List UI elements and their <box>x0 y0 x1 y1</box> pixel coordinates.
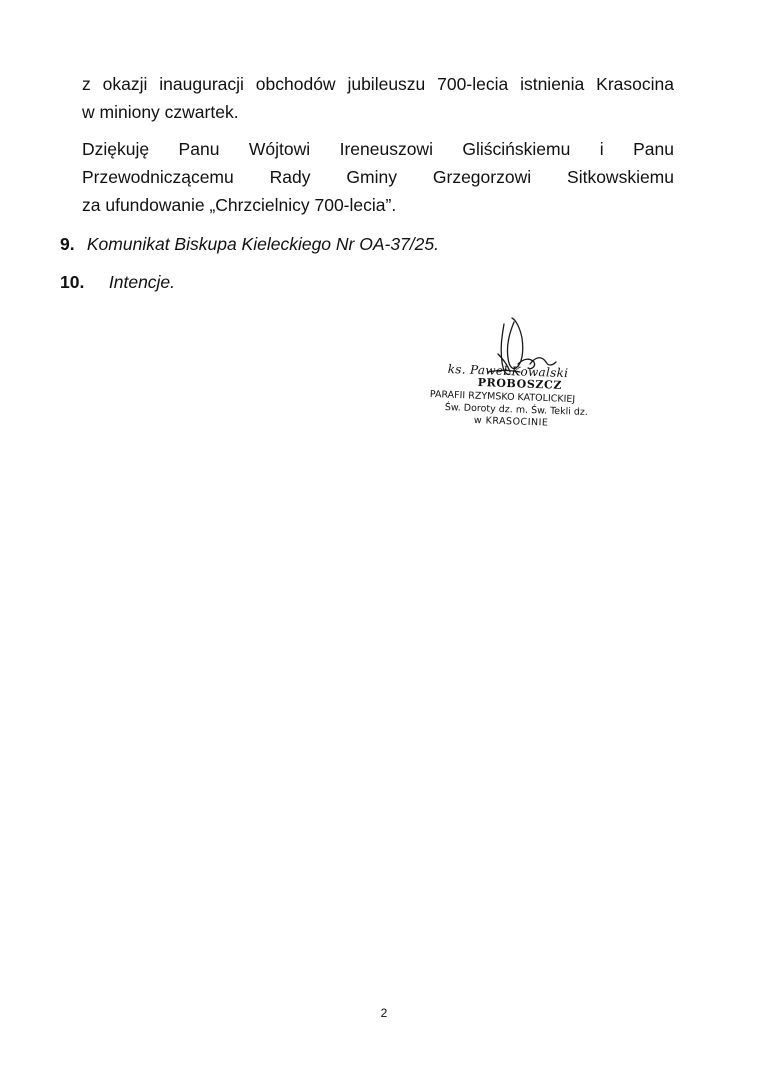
list-item-text: Intencje. <box>108 272 176 292</box>
paragraph-line: Dziękuję Panu Wójtowi Ireneuszowi Gliścińskiemu i Panu <box>82 139 674 159</box>
stamp-title: PROBOSZCZ <box>477 376 563 392</box>
paragraph-line: w miniony czwartek. <box>82 102 239 122</box>
stamp-priest-name: ks. Paweł Kowalski <box>447 362 569 381</box>
list-item <box>60 230 439 258</box>
list-item <box>60 268 175 296</box>
list-item-text: Komunikat Biskupa Kieleckiego Nr OA-37/25. <box>86 234 439 254</box>
list-item-number: 10. <box>60 272 85 292</box>
parish-stamp <box>418 314 608 434</box>
paragraph-line: z okazji inauguracji obchodów jubileuszu 700-lecia istnienia Krasocina <box>82 74 674 94</box>
stamp-town: w KRASOCINIE <box>473 415 549 429</box>
paragraph-line: za ufundowanie „Chrzcielnicy 700-lecia”. <box>82 195 397 215</box>
paragraph-thanks <box>82 135 674 219</box>
stamp-church: Św. Doroty dz. m. Św. Tekli dz. <box>444 402 589 418</box>
page-number: 2 <box>380 1006 388 1020</box>
list-item-number: 9. <box>60 234 75 254</box>
paragraph-inauguration <box>82 70 674 126</box>
paragraph-line: Przewodniczącemu Rady Gminy Grzegorzowi Sitkowskiemu <box>82 167 674 187</box>
stamp-parish: PARAFII RZYMSKO KATOLICKIEJ <box>429 389 576 406</box>
